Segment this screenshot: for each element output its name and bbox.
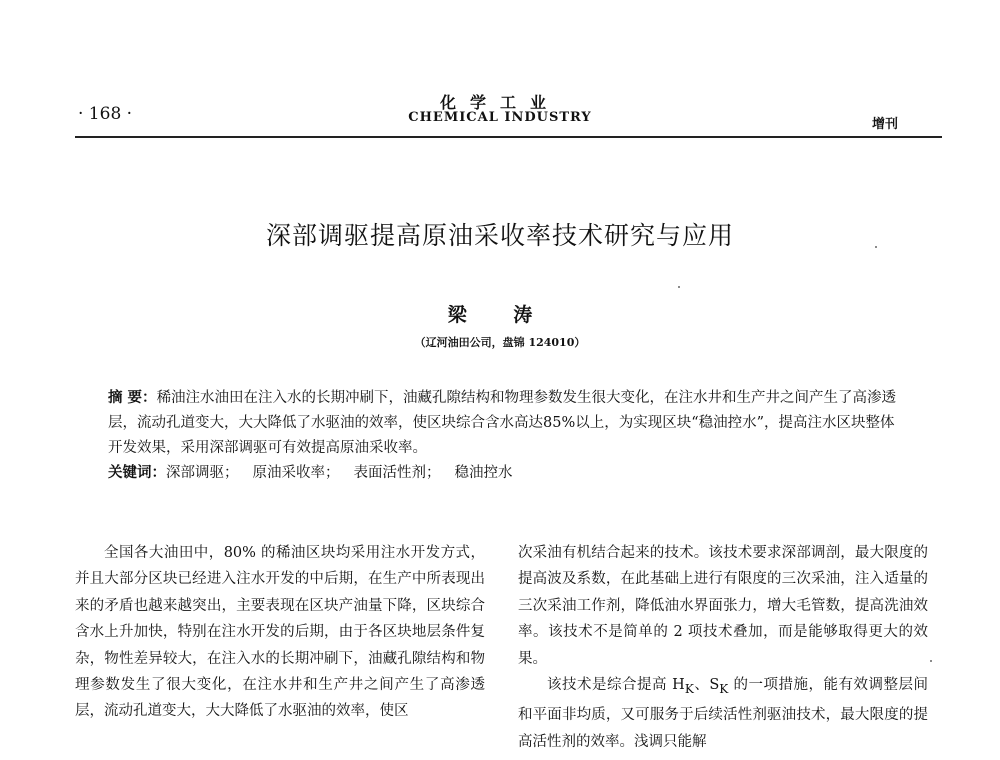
- body-paragraph: 次采油有机结合起来的技术。该技术要求深部调剖，最大限度的提高波及系数，在此基础上进行有限度的三次采油，注入适量的三次采油工作剂，降低油水界面张力，增大毛管数，提高洗油效率。该技术不是简单的 2 项技术叠加，而是能够取得更大的效果。: [518, 545, 928, 667]
- keyword: 表面活性剂；: [353, 465, 441, 481]
- keyword: 原油采收率；: [252, 465, 340, 481]
- scan-speck: [678, 286, 680, 288]
- subscript: K: [684, 681, 694, 696]
- body-text: 该技术是综合提高 H: [547, 677, 685, 694]
- body-text: 的一项措施，能有效调整层间和平面非均质，又可服务于后续活性剂驱油技术，最大限度的提高活性剂的效率。浅调只能解: [518, 677, 929, 750]
- abstract-text: 稀油注水油田在注入水的长期冲刷下，油藏孔隙结构和物理参数发生很大变化，在注水井和生产井之间产生了高渗透层，流动孔道变大，大大降低了水驱油的效率，使区块综合含水高达85%以上，为实现区块“稳油控水”，提高注水区块整体开发效果，采用深部调驱可有效提高原油采收率。: [108, 390, 897, 456]
- keyword: 稳油控水: [454, 465, 513, 481]
- body-paragraph: [518, 672, 928, 755]
- scan-speck: [875, 246, 877, 248]
- journal-title-en: CHEMICAL INDUSTRY: [408, 110, 592, 125]
- keywords-line: [108, 461, 898, 486]
- subscript: K: [719, 681, 729, 696]
- keywords-label: 关键词：: [108, 465, 166, 481]
- author-affiliation: （辽河油田公司，盘锦 124010）: [414, 336, 586, 349]
- abstract-label: 摘 要：: [108, 390, 157, 406]
- body-text: 、S: [693, 677, 720, 694]
- page-number: · 168 ·: [78, 104, 133, 124]
- article-title: 深部调驱提高原油采收率技术研究与应用: [265, 221, 734, 250]
- journal-title-cn: 化学工业: [439, 93, 560, 112]
- abstract-block: [108, 386, 898, 486]
- keyword: 深部调驱；: [166, 465, 239, 481]
- body-right-column: [518, 540, 928, 755]
- body-paragraph: 全国各大油田中，80% 的稀油区块均采用注水开发方式，并且大部分区块已经进入注水开发的中后期，在生产中所表现出来的矛盾也越来越突出，主要表现在区块产油量下降，区块综合含水上升加快，特别在注水开发的后期，由于各区块地层条件复杂，物性差异较大，在注入水的长期冲刷下，油藏孔隙结构和物理参数发生了很大变化，在注水井和生产井之间产生了高渗透层，流动孔道变大，大大降低了水驱油的效率，使区: [75, 545, 485, 720]
- body-left-column: [75, 540, 485, 725]
- issue-label: 增刊: [872, 117, 899, 132]
- article-author: 梁 涛: [447, 304, 553, 326]
- scan-speck: [930, 660, 932, 662]
- abstract-paragraph: [108, 386, 898, 461]
- header-rule: [75, 136, 942, 138]
